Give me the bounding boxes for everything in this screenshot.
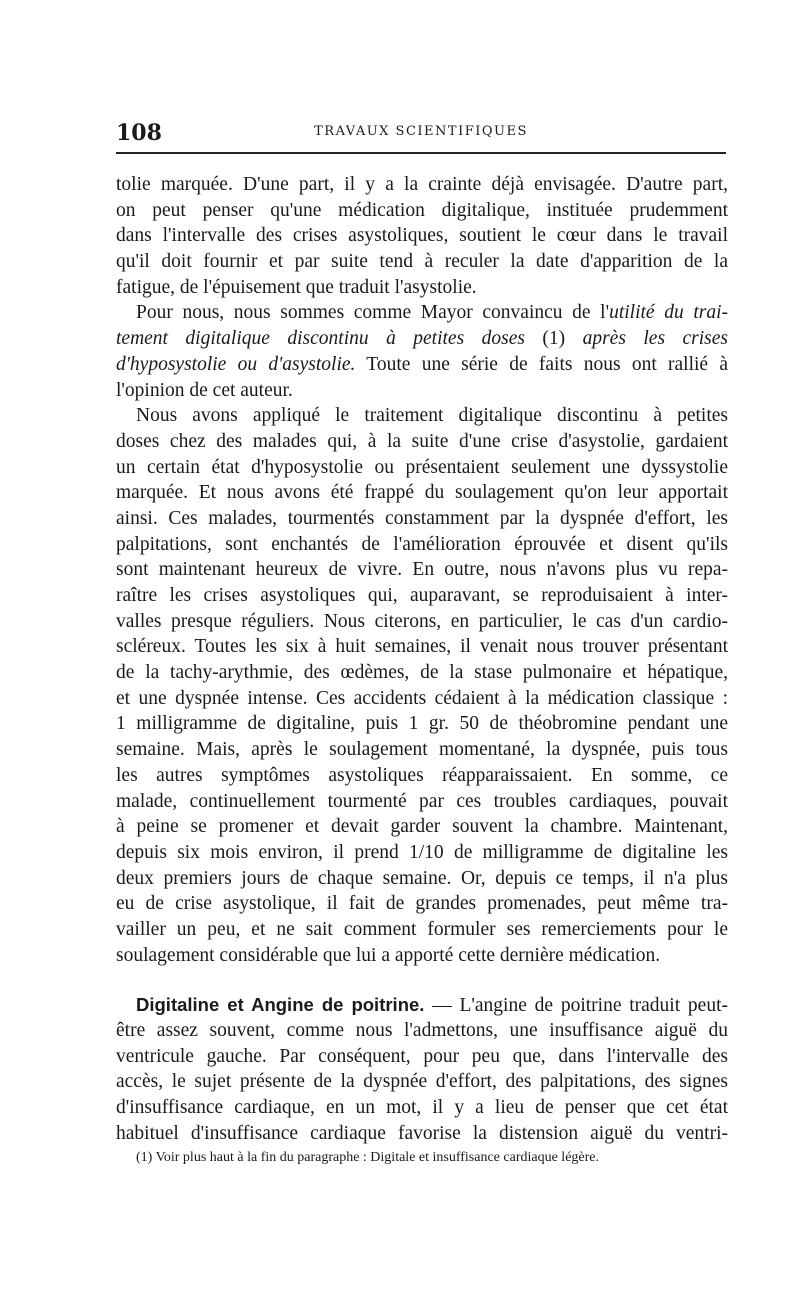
text-line: scléreux. Toutes les six à huit semaines, il venait nous trouver présentant [116,636,728,658]
footnote-ref: (1) [524,328,583,350]
text-line: être assez souvent, comme nous l'admettons, une insuffisance aiguë du [116,1020,728,1041]
text-line: habituel d'insuffisance cardiaque favorise la distension aiguë du ventri- [116,1122,728,1144]
running-title: TRAVAUX SCIENTIFIQUES [314,124,528,139]
page-header [116,118,726,146]
text-line: qu'il doit fournir et par suite tend à reculer la date d'apparition de la [116,251,728,273]
text-line: l'opinion de cet auteur. [116,379,293,401]
footnote: (1) Voir plus haut à la fin du paragraphe : Digitale et insuffisance cardiaque légère. [136,1150,599,1165]
italic-run: tement digitalique discontinu à petites doses [116,328,525,350]
text-line: à peine se promener et devait garder souvent la chambre. Maintenant, [116,816,728,838]
text-line: doses chez des malades qui, à la suite d'une crise d'asystolie, gardaient [116,430,728,452]
text-run: — L'angine de poitrine traduit peut- [424,995,728,1017]
text-line: tolie marquée. D'une part, il y a la crainte déjà envisagée. D'autre part, [116,174,728,195]
paragraph-1 [116,172,728,300]
text-line [116,352,728,378]
section-heading: Digitaline et Angine de poitrine. [136,994,425,1016]
text-line: ainsi. Ces malades, tourmentés constamment par la dyspnée d'effort, les [116,507,728,529]
text-line: on peut penser qu'une médication digitalique, instituée prudemment [116,199,728,221]
section-gap [116,968,728,992]
text-line: et une dyspnée intense. Ces accidents cédaient à la médication classique : [116,687,728,709]
paragraph-4 [116,992,728,1146]
text-line [116,992,728,1018]
text-line: 1 milligramme de digitaline, puis 1 gr. 50 de théobromine pendant une [116,713,728,735]
text-line: de la tachy-arythmie, des œdèmes, de la stase pulmonaire et hépatique, [116,662,728,684]
text-line: d'insuffisance cardiaque, en un mot, il y a lieu de penser que cet état [116,1097,728,1119]
italic-run: d'hyposystolie ou d'asystolie. [116,353,356,375]
text-line: palpitations, sont enchantés de l'amélioration éprouvée et disent qu'ils [116,533,728,555]
text-line: valles presque réguliers. Nous citerons, en particulier, le cas d'un cardio- [116,610,728,632]
paragraph-3 [116,403,728,968]
italic-run: après les crises [582,328,728,350]
body-text [116,172,728,1146]
text-line: deux premiers jours de chaque semaine. Or, depuis ce temps, il n'a plus [116,867,728,889]
page-number: 108 [116,120,162,146]
text-run: Pour nous, nous sommes comme Mayor convaincu de l' [136,302,610,324]
text-line: les autres symptômes asystoliques réapparaissaient. En somme, ce [116,764,728,786]
text-line: ventricule gauche. Par conséquent, pour peu que, dans l'intervalle des [116,1045,728,1067]
text-line: malade, continuellement tourmenté par ces troubles cardiaques, pouvait [116,790,728,812]
text-line: fatigue, de l'épuisement que traduit l'asystolie. [116,276,477,298]
text-line: semaine. Mais, après le soulagement momentané, la dyspnée, puis tous [116,739,728,761]
text-line: accès, le sujet présente de la dyspnée d'effort, des palpitations, des signes [116,1071,728,1093]
text-line: dans l'intervalle des crises asystoliques, soutient le cœur dans le travail [116,225,728,247]
paragraph-2 [116,300,728,403]
text-line: eu de crise asystolique, il fait de grandes promenades, peut même tra- [116,893,728,915]
text-line: raître les crises asystoliques qui, auparavant, se reproduisaient à inter- [116,585,728,606]
header-rule [116,152,726,154]
text-line: depuis six mois environ, il prend 1/10 de milligramme de digitaline les [116,841,728,863]
text-line: soulagement considérable que lui a apporté cette dernière médication. [116,944,661,966]
text-line: marquée. Et nous avons été frappé du soulagement qu'on leur apportait [116,482,728,504]
text-line: un certain état d'hyposystolie ou présentaient seulement une dyssystolie [116,456,728,478]
text-line: Nous avons appliqué le traitement digitalique discontinu à petites [136,405,728,427]
text-run: Toute une série de faits nous ont rallié à [355,353,728,375]
italic-run: utilité du trai- [609,302,728,324]
text-line: vailler un peu, et ne sait comment formuler ses remerciements pour le [116,918,728,940]
text-line [116,300,728,326]
text-line [116,326,728,352]
text-line: sont maintenant heureux de vivre. En outre, nous n'avons plus vu repa- [116,559,728,581]
